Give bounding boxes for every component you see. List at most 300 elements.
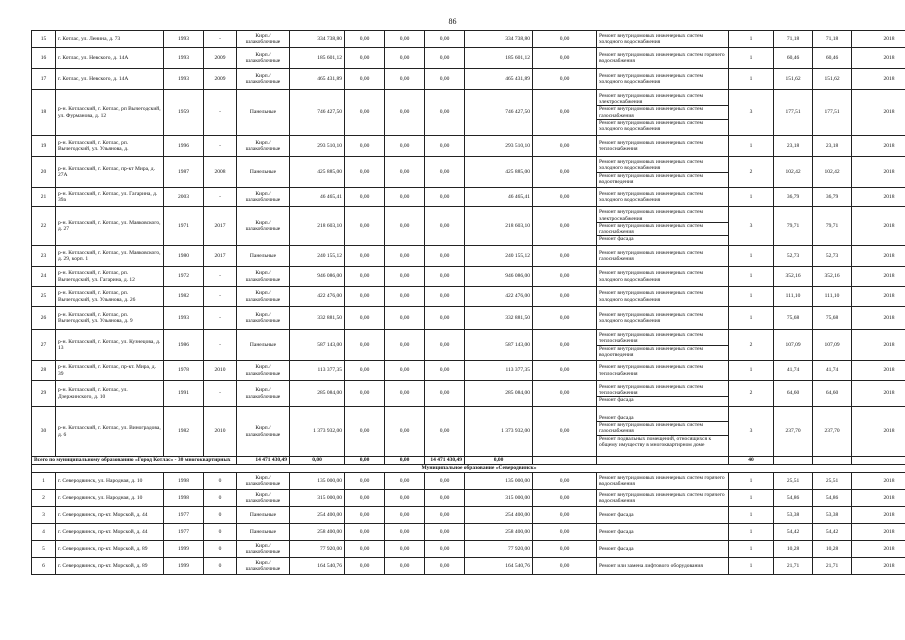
- last-repair-year: 2009: [204, 48, 237, 69]
- row-number: 25: [32, 287, 56, 307]
- plan-year: 2018: [852, 330, 905, 361]
- works-cell: [597, 287, 729, 307]
- work-item: Ремонт внутридомовых инженерных систем водоотведения: [599, 345, 704, 358]
- last-repair-year: 2017: [204, 207, 237, 246]
- total-cost: 293 510,10: [290, 136, 345, 157]
- total-count: 40: [729, 457, 774, 465]
- cost-col2: 0,00: [345, 490, 385, 507]
- wall-material: Кирп./шлакоблочные: [237, 361, 290, 381]
- work-item: Ремонт внутридомовых инженерных систем газоснабжения: [597, 106, 728, 120]
- page-number: 86: [448, 17, 457, 26]
- plan-year: 2018: [852, 48, 905, 69]
- work-item: Ремонт внутридомовых инженерных систем теплоснабжения: [597, 384, 728, 398]
- wall-material: Панельные: [237, 507, 290, 524]
- works-count: 1: [729, 136, 774, 157]
- works-count: 1: [729, 48, 774, 69]
- cost-col2: 0,00: [345, 157, 385, 188]
- plan-year: 2018: [852, 361, 905, 381]
- last-repair-year: 2008: [204, 157, 237, 188]
- cost-col2: 0,00: [345, 524, 385, 541]
- works-cell: [597, 490, 729, 507]
- total-cost: 258 400,00: [290, 524, 345, 541]
- cost-col2: 0,00: [345, 507, 385, 524]
- cost-col5: 254 400,00: [465, 507, 533, 524]
- works-count: 2: [729, 157, 774, 188]
- area-1: 75,68: [774, 307, 813, 330]
- address: р-н. Котласский, г. Котлас, ул. Маяковского, д. 29, корп. 1: [56, 246, 164, 267]
- cost-col3: 0,00: [385, 207, 425, 246]
- cost-col2: 0,00: [345, 31, 385, 48]
- work-item: Ремонт фасада: [599, 397, 634, 404]
- cost-col5: 1 373 932,00: [465, 407, 533, 457]
- works-count: 1: [729, 287, 774, 307]
- works-count: 1: [729, 473, 774, 490]
- table-row: [32, 407, 905, 457]
- work-item: Ремонт фасада: [599, 236, 634, 243]
- works-count: 1: [729, 246, 774, 267]
- cost-col5: 164 540,76: [465, 558, 533, 575]
- cost-col4: 0,00: [425, 490, 465, 507]
- cost-col5: 422 476,00: [465, 287, 533, 307]
- commission-year: 1980: [164, 246, 204, 267]
- total-cost: 465 431,89: [290, 69, 345, 90]
- commission-year: 1982: [164, 287, 204, 307]
- work-item: Ремонт внутридомовых инженерных систем холодного водоснабжения: [599, 270, 704, 283]
- work-item: Ремонт внутридомовых инженерных систем электроснабжения: [597, 93, 728, 107]
- works-count: 2: [729, 330, 774, 361]
- area-2: 10,28: [813, 541, 852, 558]
- cost-col3: 0,00: [385, 267, 425, 287]
- row-number: 23: [32, 246, 56, 267]
- cost-col3: 0,00: [385, 330, 425, 361]
- cost-col2: 0,00: [345, 90, 385, 136]
- work-item: Ремонт внутридомовых инженерных систем газоснабжения: [599, 249, 704, 262]
- table-row: [32, 188, 905, 207]
- area-2: 111,10: [813, 287, 852, 307]
- cost-col3: 0,00: [385, 69, 425, 90]
- wall-material: Кирп./шлакоблочные: [237, 307, 290, 330]
- wall-material: Кирп./шлакоблочные: [237, 558, 290, 575]
- wall-material: Панельные: [237, 157, 290, 188]
- table-row: [32, 69, 905, 90]
- last-repair-year: -: [204, 307, 237, 330]
- cost-col6: 0,00: [533, 207, 597, 246]
- area-2: 41,74: [813, 361, 852, 381]
- work-item: Ремонт внутридомовых инженерных систем теплоснабжения: [599, 139, 704, 152]
- cost-col2: 0,00: [345, 330, 385, 361]
- area-2: 79,71: [813, 207, 852, 246]
- last-repair-year: 0: [204, 558, 237, 575]
- area-1: 237,70: [774, 407, 813, 457]
- row-number: 18: [32, 90, 56, 136]
- total-cost: 425 885,00: [290, 157, 345, 188]
- wall-material: Кирп./шлакоблочные: [237, 267, 290, 287]
- wall-material: Кирп./шлакоблочные: [237, 136, 290, 157]
- total-cost: 334 738,80: [290, 31, 345, 48]
- work-item: Ремонт или замена лифтового оборудования: [599, 562, 703, 569]
- commission-year: 1991: [164, 381, 204, 407]
- cost-col5: 465 431,89: [465, 69, 533, 90]
- plan-year: 2018: [852, 207, 905, 246]
- work-item: Ремонт внутридомовых инженерных систем холодного водоснабжения: [599, 290, 704, 303]
- cost-col4: 0,00: [425, 558, 465, 575]
- cost-col5: 185 601,12: [465, 48, 533, 69]
- row-number: 20: [32, 157, 56, 188]
- table-row: [32, 246, 905, 267]
- cost-col2: 0,00: [345, 473, 385, 490]
- works-count: 1: [729, 490, 774, 507]
- last-repair-year: -: [204, 31, 237, 48]
- last-repair-year: 0: [204, 473, 237, 490]
- total-cost: 946 086,00: [290, 267, 345, 287]
- last-repair-year: 0: [204, 490, 237, 507]
- plan-year: 2018: [852, 490, 905, 507]
- cost-col4: 0,00: [425, 307, 465, 330]
- area-2: 151,62: [813, 69, 852, 90]
- wall-material: Кирп./шлакоблочные: [237, 287, 290, 307]
- works-count: 1: [729, 267, 774, 287]
- wall-material: Кирп./шлакоблочные: [237, 541, 290, 558]
- plan-year: 2018: [852, 69, 905, 90]
- works-cell: [597, 157, 729, 188]
- table-row: [32, 31, 905, 48]
- area-2: 102,42: [813, 157, 852, 188]
- cost-col5: 218 603,10: [465, 207, 533, 246]
- plan-year: 2018: [852, 136, 905, 157]
- works-cell: [597, 381, 729, 407]
- cost-col2: 0,00: [345, 246, 385, 267]
- plan-year: 2018: [852, 157, 905, 188]
- plan-year: 2018: [852, 246, 905, 267]
- row-number: 28: [32, 361, 56, 381]
- works-count: 2: [729, 381, 774, 407]
- cost-col5: 334 738,80: [465, 31, 533, 48]
- total-cost: 422 476,00: [290, 287, 345, 307]
- total-cost: 240 155,12: [290, 246, 345, 267]
- row-number: 22: [32, 207, 56, 246]
- commission-year: 1982: [164, 407, 204, 457]
- cost-col6: 0,00: [533, 307, 597, 330]
- works-cell: [597, 361, 729, 381]
- cost-col5: 293 510,10: [465, 136, 533, 157]
- address: р-н. Котласский, г. Котлас, пр-кт. Мира, д. 39: [56, 361, 164, 381]
- cost-col6: 0,00: [533, 330, 597, 361]
- table-row: [32, 90, 905, 136]
- row-number: 26: [32, 307, 56, 330]
- area-1: 102,42: [774, 157, 813, 188]
- address: г. Северодвинск, пр-кт. Морской, д. 44: [56, 507, 164, 524]
- last-repair-year: 2010: [204, 407, 237, 457]
- cost-col4: 0,00: [425, 267, 465, 287]
- cost-col2: 0,00: [345, 207, 385, 246]
- table-row: [32, 207, 905, 246]
- section-title: Муниципальное образование «Северодвинск»: [32, 465, 905, 473]
- last-repair-year: 0: [204, 524, 237, 541]
- cost-col2: 0,00: [345, 361, 385, 381]
- wall-material: Кирп./шлакоблочные: [237, 31, 290, 48]
- works-cell: [597, 188, 729, 207]
- address: г. Северодвинск, пр-кт. Морской, д. 44: [56, 524, 164, 541]
- address: р-н. Котласский, г. Котлас, рп. Вычегодский, ул. Ульянова, д. 9: [56, 307, 164, 330]
- plan-year: 2018: [852, 558, 905, 575]
- wall-material: Кирп./шлакоблочные: [237, 473, 290, 490]
- row-number: 5: [32, 541, 56, 558]
- cost-col4: 0,00: [425, 188, 465, 207]
- cost-col3: 0,00: [385, 287, 425, 307]
- works-cell: [597, 31, 729, 48]
- cost-col2: 0,00: [345, 381, 385, 407]
- cost-col3: 0,00: [385, 507, 425, 524]
- table-row: [32, 490, 905, 507]
- cost-col4: 0,00: [425, 90, 465, 136]
- work-item: Ремонт внутридомовых инженерных систем горячего водоснабжения: [599, 474, 725, 487]
- work-item: Ремонт внутридомовых инженерных систем холодного водоснабжения: [597, 159, 728, 173]
- address: р-н. Котласский, г. Котлас, ул. Маяковского, д. 27: [56, 207, 164, 246]
- last-repair-year: -: [204, 267, 237, 287]
- address: г. Северодвинск, пр-кт. Морской, д. 89: [56, 541, 164, 558]
- wall-material: Панельные: [237, 330, 290, 361]
- cost-col3: 0,00: [385, 407, 425, 457]
- wall-material: Кирп./шлакоблочные: [237, 407, 290, 457]
- works-cell: [597, 69, 729, 90]
- total-cost: 46 465,41: [290, 188, 345, 207]
- repair-program-table: [31, 30, 905, 575]
- works-count: 1: [729, 188, 774, 207]
- cost-col4: 0,00: [425, 507, 465, 524]
- wall-material: Кирп./шлакоблочные: [237, 381, 290, 407]
- cost-col6: 0,00: [533, 524, 597, 541]
- last-repair-year: -: [204, 188, 237, 207]
- table-row: [32, 307, 905, 330]
- address: р-н. Котласский, г. Котлас, рп. Вычегодский, ул. Ульянова, д.: [56, 136, 164, 157]
- works-cell: [597, 558, 729, 575]
- works-cell: [597, 407, 729, 457]
- plan-year: 2018: [852, 287, 905, 307]
- cost-col3: 0,00: [385, 90, 425, 136]
- works-cell: [597, 541, 729, 558]
- work-item: Ремонт внутридомовых инженерных систем холодного водоснабжения: [599, 311, 704, 324]
- area-1: 41,74: [774, 361, 813, 381]
- area-2: 21,71: [813, 558, 852, 575]
- cost-col4: 0,00: [425, 48, 465, 69]
- cost-col2: 0,00: [345, 48, 385, 69]
- total-label: Всего по муниципальному образованию «Город Котлас» - 30 многоквартирных: [32, 457, 237, 465]
- cost-col3: 0,00: [385, 246, 425, 267]
- table-row: [32, 473, 905, 490]
- area-1: 54,42: [774, 524, 813, 541]
- commission-year: 1996: [164, 136, 204, 157]
- plan-year: 2018: [852, 307, 905, 330]
- area-1: 52,73: [774, 246, 813, 267]
- works-count: 3: [729, 407, 774, 457]
- row-number: 15: [32, 31, 56, 48]
- plan-year: 2018: [852, 267, 905, 287]
- commission-year: 1993: [164, 307, 204, 330]
- works-count: 3: [729, 207, 774, 246]
- table-row: [32, 267, 905, 287]
- cost-col5: 77 920,00: [465, 541, 533, 558]
- area-1: 21,71: [774, 558, 813, 575]
- works-count: 1: [729, 69, 774, 90]
- address: г. Котлас, ул. Невского, д. 14А: [56, 48, 164, 69]
- plan-year: 2018: [852, 524, 905, 541]
- total-empty: [774, 457, 813, 465]
- total-empty: [533, 457, 597, 465]
- total-empty: [597, 457, 729, 465]
- work-item: Ремонт внутридомовых инженерных систем теплоснабжения: [599, 364, 704, 377]
- commission-year: 1977: [164, 507, 204, 524]
- address: г. Северодвинск, пр-кт. Морской, д. 89: [56, 558, 164, 575]
- work-item: Ремонт фасада: [599, 511, 634, 518]
- works-cell: [597, 207, 729, 246]
- cost-col3: 0,00: [385, 48, 425, 69]
- commission-year: 1959: [164, 90, 204, 136]
- area-2: 237,70: [813, 407, 852, 457]
- address: р-н. Котласский, г. Котлас, рп. Вычегодский, ул. Гагарина, д. 12: [56, 267, 164, 287]
- works-cell: [597, 136, 729, 157]
- commission-year: 1977: [164, 524, 204, 541]
- last-repair-year: 0: [204, 541, 237, 558]
- area-2: 52,73: [813, 246, 852, 267]
- cost-col6: 0,00: [533, 473, 597, 490]
- cost-col3: 0,00: [385, 157, 425, 188]
- area-2: 36,79: [813, 188, 852, 207]
- cost-col2: 0,00: [345, 407, 385, 457]
- commission-year: 1993: [164, 69, 204, 90]
- total-empty: [813, 457, 852, 465]
- cost-col3: 0,00: [385, 381, 425, 407]
- work-item: Ремонт фасада: [599, 528, 634, 535]
- cost-col3: 0,00: [385, 188, 425, 207]
- cost-col2: 0,00: [345, 267, 385, 287]
- address: р-н. Котласский, г. Котлас, рп Вычегодский, ул. Фурманова, д. 12: [56, 90, 164, 136]
- cost-col3: 0,00: [385, 541, 425, 558]
- area-1: 53,38: [774, 507, 813, 524]
- wall-material: Панельные: [237, 90, 290, 136]
- address: р-н. Котласский, г. Котлас, ул. Гагарина, д. 39а: [56, 188, 164, 207]
- area-2: 25,51: [813, 473, 852, 490]
- row-number: 16: [32, 48, 56, 69]
- cost-col2: 0,00: [345, 287, 385, 307]
- total-cost: 254 400,00: [290, 507, 345, 524]
- cost-col6: 0,00: [533, 541, 597, 558]
- cost-col5: 258 400,00: [465, 524, 533, 541]
- commission-year: 1987: [164, 157, 204, 188]
- table-row: [32, 48, 905, 69]
- cost-col6: 0,00: [533, 188, 597, 207]
- total-cost: 332 881,50: [290, 307, 345, 330]
- cost-col6: 0,00: [533, 246, 597, 267]
- cost-col3: 0,00: [385, 558, 425, 575]
- plan-year: 2018: [852, 473, 905, 490]
- works-cell: [597, 48, 729, 69]
- row-number: 19: [32, 136, 56, 157]
- row-number: 21: [32, 188, 56, 207]
- last-repair-year: -: [204, 330, 237, 361]
- works-cell: [597, 267, 729, 287]
- area-1: 151,62: [774, 69, 813, 90]
- table-row: [32, 287, 905, 307]
- row-number: 29: [32, 381, 56, 407]
- cost-col2: 0,00: [345, 307, 385, 330]
- table-row: [32, 361, 905, 381]
- work-item: Ремонт фасада: [599, 545, 634, 552]
- cost-col6: 0,00: [533, 407, 597, 457]
- plan-year: 2018: [852, 90, 905, 136]
- cost-col6: 0,00: [533, 48, 597, 69]
- commission-year: 1998: [164, 490, 204, 507]
- address: г. Северодвинск, ул. Народная, д. 10: [56, 473, 164, 490]
- cost-col5: 332 881,50: [465, 307, 533, 330]
- work-item: Ремонт внутридомовых инженерных систем электроснабжения: [597, 209, 728, 223]
- work-item: Ремонт внутридомовых инженерных систем водоотведения: [599, 172, 704, 185]
- plan-year: 2018: [852, 381, 905, 407]
- cost-col5: 587 143,00: [465, 330, 533, 361]
- commission-year: 1971: [164, 207, 204, 246]
- address: р-н. Котласский, г. Котлас, ул. Виноградова, д. 6: [56, 407, 164, 457]
- row-number: 1: [32, 473, 56, 490]
- total-col2: 0,00: [290, 457, 345, 465]
- area-1: 23,18: [774, 136, 813, 157]
- total-cost: 77 920,00: [290, 541, 345, 558]
- cost-col3: 0,00: [385, 361, 425, 381]
- area-2: 54,86: [813, 490, 852, 507]
- plan-year: 2018: [852, 188, 905, 207]
- row-number: 24: [32, 267, 56, 287]
- total-cost: 218 603,10: [290, 207, 345, 246]
- total-cost: 285 084,00: [290, 381, 345, 407]
- commission-year: 1986: [164, 330, 204, 361]
- cost-col4: 0,00: [425, 69, 465, 90]
- row-number: 2: [32, 490, 56, 507]
- total-cost: 1 373 932,00: [290, 407, 345, 457]
- last-repair-year: -: [204, 381, 237, 407]
- address: г. Северодвинск, ул. Народная, д. 10: [56, 490, 164, 507]
- work-item: Ремонт внутридомовых инженерных систем газоснабжения: [597, 223, 728, 237]
- table-row: [32, 507, 905, 524]
- work-item: Ремонт внутридомовых инженерных систем теплоснабжения: [597, 332, 728, 346]
- cost-col5: 425 885,00: [465, 157, 533, 188]
- area-1: 36,79: [774, 188, 813, 207]
- area-2: 23,18: [813, 136, 852, 157]
- row-number: 27: [32, 330, 56, 361]
- cost-col4: 0,00: [425, 541, 465, 558]
- works-cell: [597, 307, 729, 330]
- table-row: [32, 524, 905, 541]
- cost-col4: 0,00: [425, 157, 465, 188]
- area-2: 71,18: [813, 31, 852, 48]
- cost-col6: 0,00: [533, 361, 597, 381]
- last-repair-year: 2009: [204, 69, 237, 90]
- area-1: 107,09: [774, 330, 813, 361]
- works-cell: [597, 524, 729, 541]
- work-item: Ремонт внутридомовых инженерных систем холодного водоснабжения: [599, 32, 704, 45]
- total-cost: 14 471 430,49: [237, 457, 290, 465]
- table-row: [32, 136, 905, 157]
- cost-col4: 0,00: [425, 524, 465, 541]
- address: р-н. Котласский, г. Котлас, рп. Вычегодский, ул. Ульянова, д. 26: [56, 287, 164, 307]
- area-1: 71,18: [774, 31, 813, 48]
- cost-col6: 0,00: [533, 558, 597, 575]
- commission-year: 2003: [164, 188, 204, 207]
- area-2: 352,16: [813, 267, 852, 287]
- cost-col2: 0,00: [345, 136, 385, 157]
- cost-col2: 0,00: [345, 69, 385, 90]
- area-1: 177,51: [774, 90, 813, 136]
- cost-col4: 0,00: [425, 381, 465, 407]
- work-item: Ремонт подвальных помещений, относящихся к общему имуществу в многоквартирном доме: [599, 435, 712, 448]
- table-row: [32, 157, 905, 188]
